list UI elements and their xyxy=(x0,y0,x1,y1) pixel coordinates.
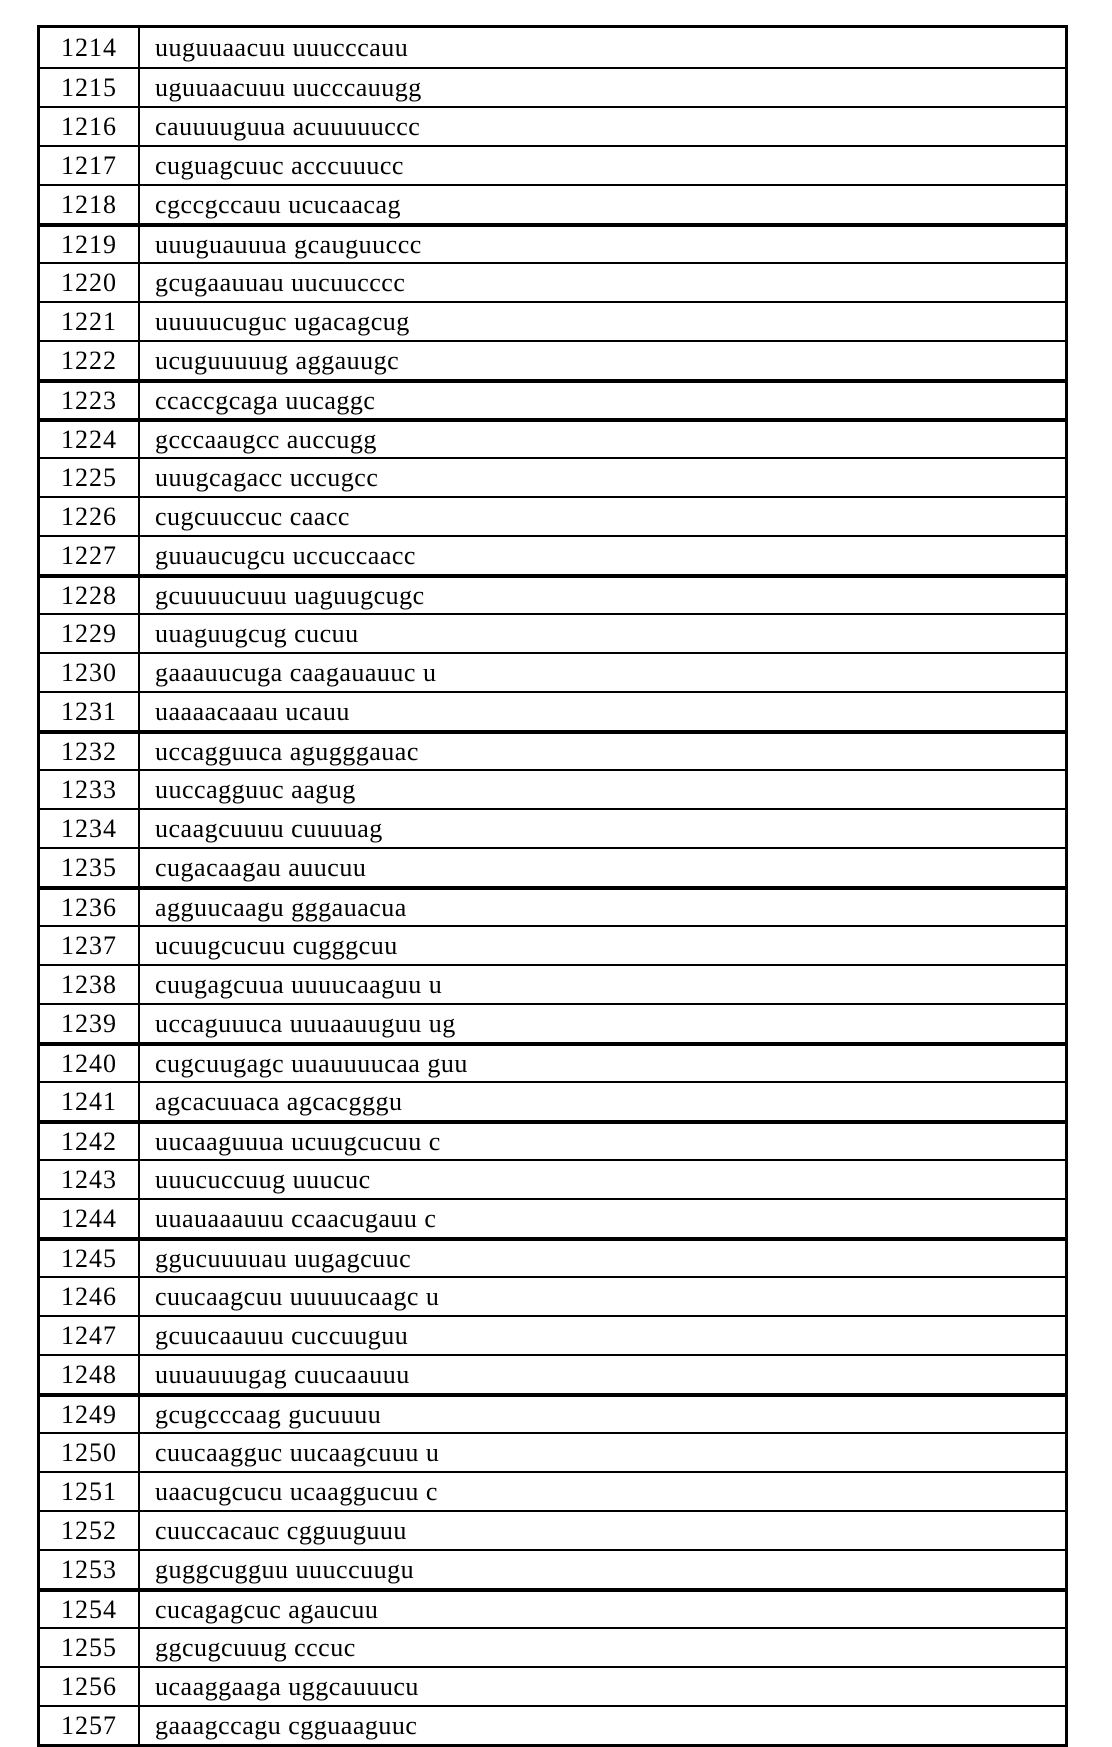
sequence-id-cell: 1231 xyxy=(40,693,140,730)
sequence-cell: gaaagccagu cgguaaguuc xyxy=(155,1710,418,1740)
sequence-id-cell: 1215 xyxy=(40,69,140,106)
sequence-cell: uguuaacuuu uucccauugg xyxy=(155,72,422,102)
sequence-cell: cuugagcuua uuuucaaguu u xyxy=(155,969,443,999)
sequence-cell: uuccagguuc aagug xyxy=(155,774,356,804)
sequence-id-cell: 1235 xyxy=(40,849,140,886)
table-row xyxy=(40,1042,1065,1081)
table-row xyxy=(40,223,1065,262)
table-row xyxy=(40,847,1065,886)
table-row xyxy=(40,457,1065,496)
table-row xyxy=(40,730,1065,769)
sequence-cell: uuguuaacuu uuucccauu xyxy=(155,32,409,62)
sequence-id-cell: 1245 xyxy=(40,1241,140,1276)
table-row xyxy=(40,1627,1065,1666)
sequence-id-cell: 1238 xyxy=(40,966,140,1003)
table-row xyxy=(40,964,1065,1003)
sequence-id-cell: 1216 xyxy=(40,108,140,145)
table-row xyxy=(40,1120,1065,1159)
sequence-id-cell: 1220 xyxy=(40,264,140,301)
sequence-cell: ucuguuuuug aggauugc xyxy=(155,345,400,375)
sequence-id-cell: 1249 xyxy=(40,1397,140,1432)
sequence-id-cell: 1218 xyxy=(40,186,140,223)
table-row xyxy=(40,67,1065,106)
sequence-cell: cugacaagau auucuu xyxy=(155,852,367,882)
table-row xyxy=(40,301,1065,340)
sequence-id-cell: 1257 xyxy=(40,1707,140,1744)
table-row xyxy=(40,1237,1065,1276)
sequence-id-cell: 1250 xyxy=(40,1434,140,1471)
sequence-id-cell: 1252 xyxy=(40,1512,140,1549)
sequence-cell: ucaaggaaga uggcauuucu xyxy=(155,1671,419,1701)
sequence-id-cell: 1243 xyxy=(40,1161,140,1198)
sequence-cell: cuucaagguc uucaagcuuu u xyxy=(155,1437,440,1467)
sequence-id-cell: 1244 xyxy=(40,1200,140,1237)
sequence-cell: uuuguauuua gcauguuccc xyxy=(155,229,422,259)
table-row xyxy=(40,1705,1065,1744)
sequence-cell: uuauaaauuu ccaacugauu c xyxy=(155,1203,437,1233)
table-row xyxy=(40,1393,1065,1432)
sequence-id-cell: 1226 xyxy=(40,498,140,535)
sequence-cell: gaaauucuga caagauauuc u xyxy=(155,657,437,687)
sequence-cell: cgccgccauu ucucaacag xyxy=(155,189,401,219)
table-row xyxy=(40,1471,1065,1510)
sequence-cell: guuaucugcu uccuccaacc xyxy=(155,540,416,570)
table-row xyxy=(40,808,1065,847)
sequence-cell: uaacugcucu ucaaggucuu c xyxy=(155,1476,438,1506)
sequence-id-cell: 1251 xyxy=(40,1473,140,1510)
sequence-id-cell: 1228 xyxy=(40,578,140,613)
sequence-cell: cuguagcuuc acccuuucc xyxy=(155,150,404,180)
sequence-cell: agguucaagu gggauacua xyxy=(155,892,407,922)
sequence-cell: cuuccacauc cgguuguuu xyxy=(155,1515,407,1545)
sequence-cell: uaaaacaaau ucauu xyxy=(155,696,350,726)
table-row xyxy=(40,379,1065,418)
table-row xyxy=(40,769,1065,808)
sequence-cell: cugcuuccuc caacc xyxy=(155,501,350,531)
sequence-cell: guggcugguu uuuccuugu xyxy=(155,1554,415,1584)
sequence-cell: gcugaauuau uucuucccc xyxy=(155,267,406,297)
table-row xyxy=(40,1198,1065,1237)
sequence-id-cell: 1229 xyxy=(40,615,140,652)
table-row xyxy=(40,28,1065,67)
sequence-cell: uuuuucuguc ugacagcug xyxy=(155,306,410,336)
sequence-id-cell: 1236 xyxy=(40,890,140,925)
sequence-cell: ggcugcuuug cccuc xyxy=(155,1632,356,1662)
table-row xyxy=(40,1315,1065,1354)
sequence-cell: uucaaguuua ucuugcucuu c xyxy=(155,1126,441,1156)
sequence-id-cell: 1232 xyxy=(40,734,140,769)
sequence-cell: ccaccgcaga uucaggc xyxy=(155,385,376,415)
sequence-cell: gcuucaauuu cuccuuguu xyxy=(155,1320,409,1350)
table-row xyxy=(40,1159,1065,1198)
sequence-id-cell: 1248 xyxy=(40,1356,140,1393)
sequence-cell: uccagguuca agugggauac xyxy=(155,736,419,766)
sequence-cell: cauuuuguua acuuuuuccc xyxy=(155,111,421,141)
sequence-id-cell: 1241 xyxy=(40,1083,140,1120)
table-row xyxy=(40,184,1065,223)
table-row xyxy=(40,1003,1065,1042)
table-row xyxy=(40,106,1065,145)
sequence-id-cell: 1224 xyxy=(40,422,140,457)
sequence-id-cell: 1214 xyxy=(40,28,140,67)
sequence-cell: uuuauuugag cuucaauuu xyxy=(155,1359,410,1389)
table-row xyxy=(40,925,1065,964)
sequence-id-cell: 1221 xyxy=(40,303,140,340)
table-row xyxy=(40,613,1065,652)
table-row xyxy=(40,1588,1065,1627)
sequence-cell: uuugcagacc uccugcc xyxy=(155,462,379,492)
table-row xyxy=(40,1081,1065,1120)
sequence-id-cell: 1225 xyxy=(40,459,140,496)
sequence-cell: ggucuuuuau uugagcuuc xyxy=(155,1243,412,1273)
sequence-id-cell: 1255 xyxy=(40,1629,140,1666)
sequence-cell: uuaguugcug cucuu xyxy=(155,618,359,648)
sequence-id-cell: 1233 xyxy=(40,771,140,808)
sequence-id-cell: 1217 xyxy=(40,147,140,184)
sequence-cell: gcugcccaag gucuuuu xyxy=(155,1399,382,1429)
sequence-cell: cuucaagcuu uuuuucaagc u xyxy=(155,1281,440,1311)
sequence-cell: cucagagcuc agaucuu xyxy=(155,1594,379,1624)
table-row xyxy=(40,1276,1065,1315)
sequence-id-cell: 1223 xyxy=(40,383,140,418)
table-row xyxy=(40,145,1065,184)
sequence-cell: agcacuuaca agcacgggu xyxy=(155,1086,403,1116)
table-row xyxy=(40,1354,1065,1393)
sequence-id-cell: 1227 xyxy=(40,537,140,574)
table-row xyxy=(40,262,1065,301)
table-row xyxy=(40,691,1065,730)
sequence-cell: uuucuccuug uuucuc xyxy=(155,1164,371,1194)
sequence-cell: cugcuugagc uuauuuucaa guu xyxy=(155,1048,468,1078)
sequence-cell: ucaagcuuuu cuuuuag xyxy=(155,813,383,843)
sequence-id-cell: 1247 xyxy=(40,1317,140,1354)
table-row xyxy=(40,496,1065,535)
sequence-cell: ucuugcucuu cugggcuu xyxy=(155,930,398,960)
sequence-id-cell: 1222 xyxy=(40,342,140,379)
sequence-cell: gcccaaugcc auccugg xyxy=(155,424,377,454)
sequence-id-cell: 1239 xyxy=(40,1005,140,1042)
sequence-id-cell: 1240 xyxy=(40,1046,140,1081)
sequence-id-cell: 1237 xyxy=(40,927,140,964)
sequence-id-cell: 1254 xyxy=(40,1592,140,1627)
table-row xyxy=(40,1666,1065,1705)
sequence-listing-table xyxy=(37,25,1068,1747)
table-row xyxy=(40,1510,1065,1549)
sequence-cell: uccaguuuca uuuaauuguu ug xyxy=(155,1008,456,1038)
sequence-cell: gcuuuucuuu uaguugcugc xyxy=(155,580,425,610)
table-row xyxy=(40,574,1065,613)
sequence-id-cell: 1242 xyxy=(40,1124,140,1159)
sequence-id-cell: 1234 xyxy=(40,810,140,847)
sequence-id-cell: 1253 xyxy=(40,1551,140,1588)
table-row xyxy=(40,340,1065,379)
table-row xyxy=(40,418,1065,457)
table-row xyxy=(40,535,1065,574)
sequence-id-cell: 1246 xyxy=(40,1278,140,1315)
table-row xyxy=(40,1549,1065,1588)
sequence-id-cell: 1256 xyxy=(40,1668,140,1705)
sequence-id-cell: 1230 xyxy=(40,654,140,691)
sequence-id-cell: 1219 xyxy=(40,227,140,262)
table-row xyxy=(40,652,1065,691)
table-row xyxy=(40,886,1065,925)
table-row xyxy=(40,1432,1065,1471)
